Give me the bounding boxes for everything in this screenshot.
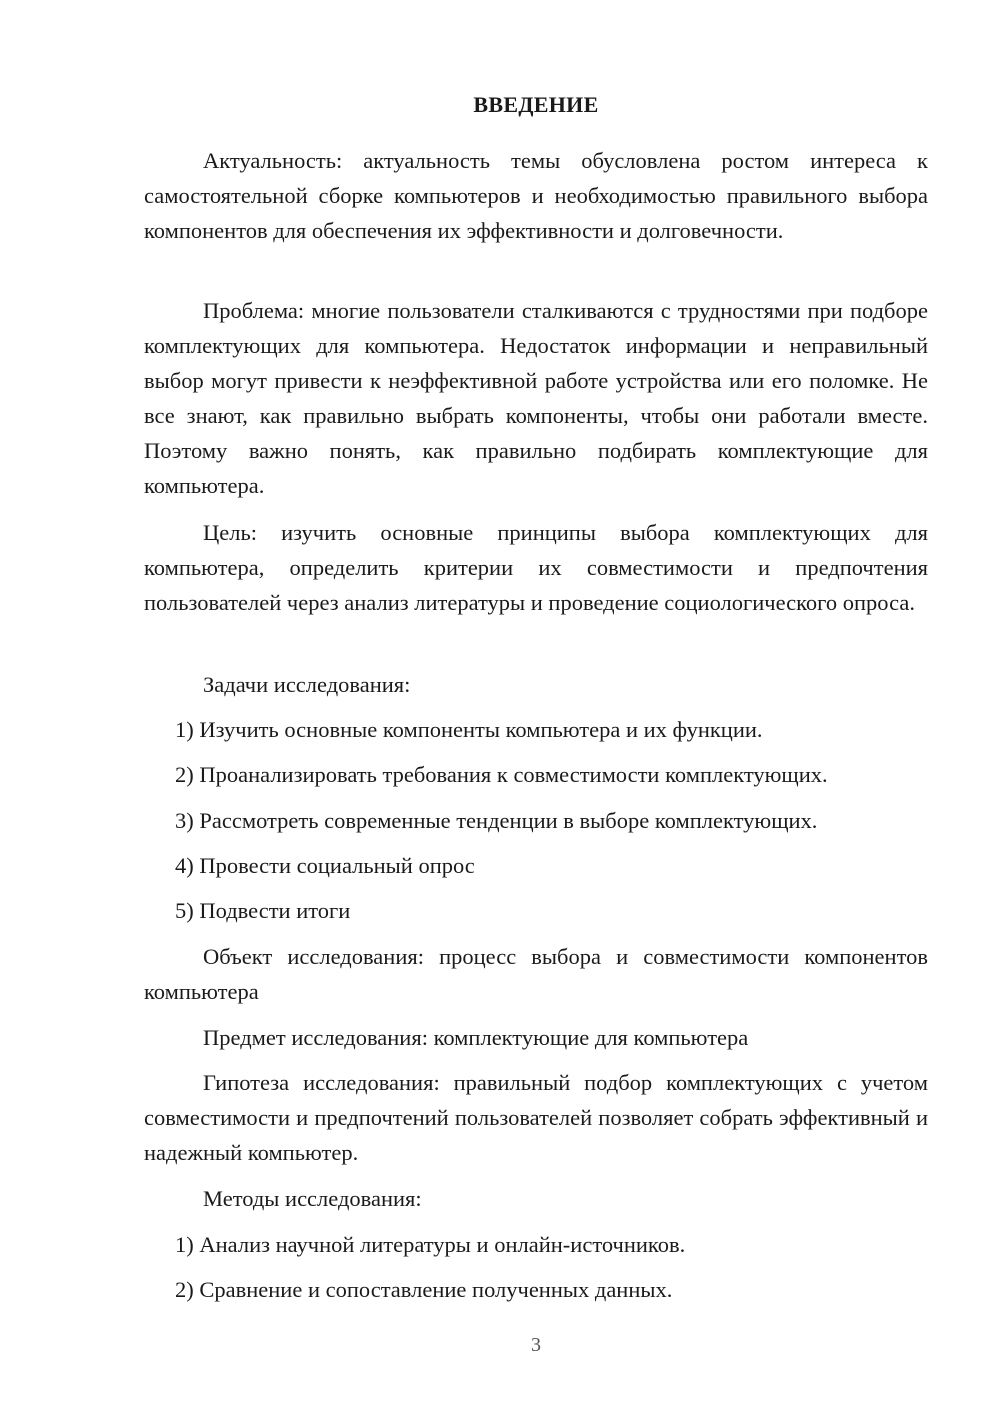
task-item-2: 2) Проанализировать требования к совместимости комплектующих. xyxy=(175,762,828,787)
page-title: ВВЕДЕНИЕ xyxy=(473,92,599,117)
problem-paragraph: Проблема: многие пользователи сталкиваются с трудностями при подборе комплектующих для компьютера. Недостаток информации и неправильный выбор могут привести к неэффективной работе устройства или его поломке. Не все знают, как правильно выбрать компоненты, чтобы они работали вместе. Поэтому важно понять, как правильно подбирать комплектующие для компьютера. xyxy=(144,298,928,498)
goal-paragraph: Цель: изучить основные принципы выбора комплектующих для компьютера, определить критерии их совместимости и предпочтения пользователей через анализ литературы и проведение социологического опроса. xyxy=(144,520,928,615)
methods-heading: Методы исследования: xyxy=(203,1186,422,1211)
subject-paragraph: Предмет исследования: комплектующие для компьютера xyxy=(203,1025,749,1050)
hypothesis-paragraph: Гипотеза исследования: правильный подбор комплектующих с учетом совместимости и предпочтений пользователей позволяет собрать эффективный и надежный компьютер. xyxy=(144,1070,928,1165)
object-paragraph: Объект исследования: процесс выбора и совместимости компонентов компьютера xyxy=(144,944,928,1004)
tasks-heading: Задачи исследования: xyxy=(203,672,411,697)
task-item-3: 3) Рассмотреть современные тенденции в выборе комплектующих. xyxy=(175,808,818,833)
task-item-5: 5) Подвести итоги xyxy=(175,898,351,923)
page-number: 3 xyxy=(531,1334,541,1356)
task-item-1: 1) Изучить основные компоненты компьютера и их функции. xyxy=(175,717,763,742)
relevance-paragraph: Актуальность: актуальность темы обусловлена ростом интереса к самостоятельной сборке компьютеров и необходимостью правильного выбора компонентов для обеспечения их эффективности и долговечности. xyxy=(144,148,928,243)
method-item-1: 1) Анализ научной литературы и онлайн-источников. xyxy=(175,1232,686,1257)
method-item-2: 2) Сравнение и сопоставление полученных данных. xyxy=(175,1277,673,1302)
task-item-4: 4) Провести социальный опрос xyxy=(175,853,475,878)
